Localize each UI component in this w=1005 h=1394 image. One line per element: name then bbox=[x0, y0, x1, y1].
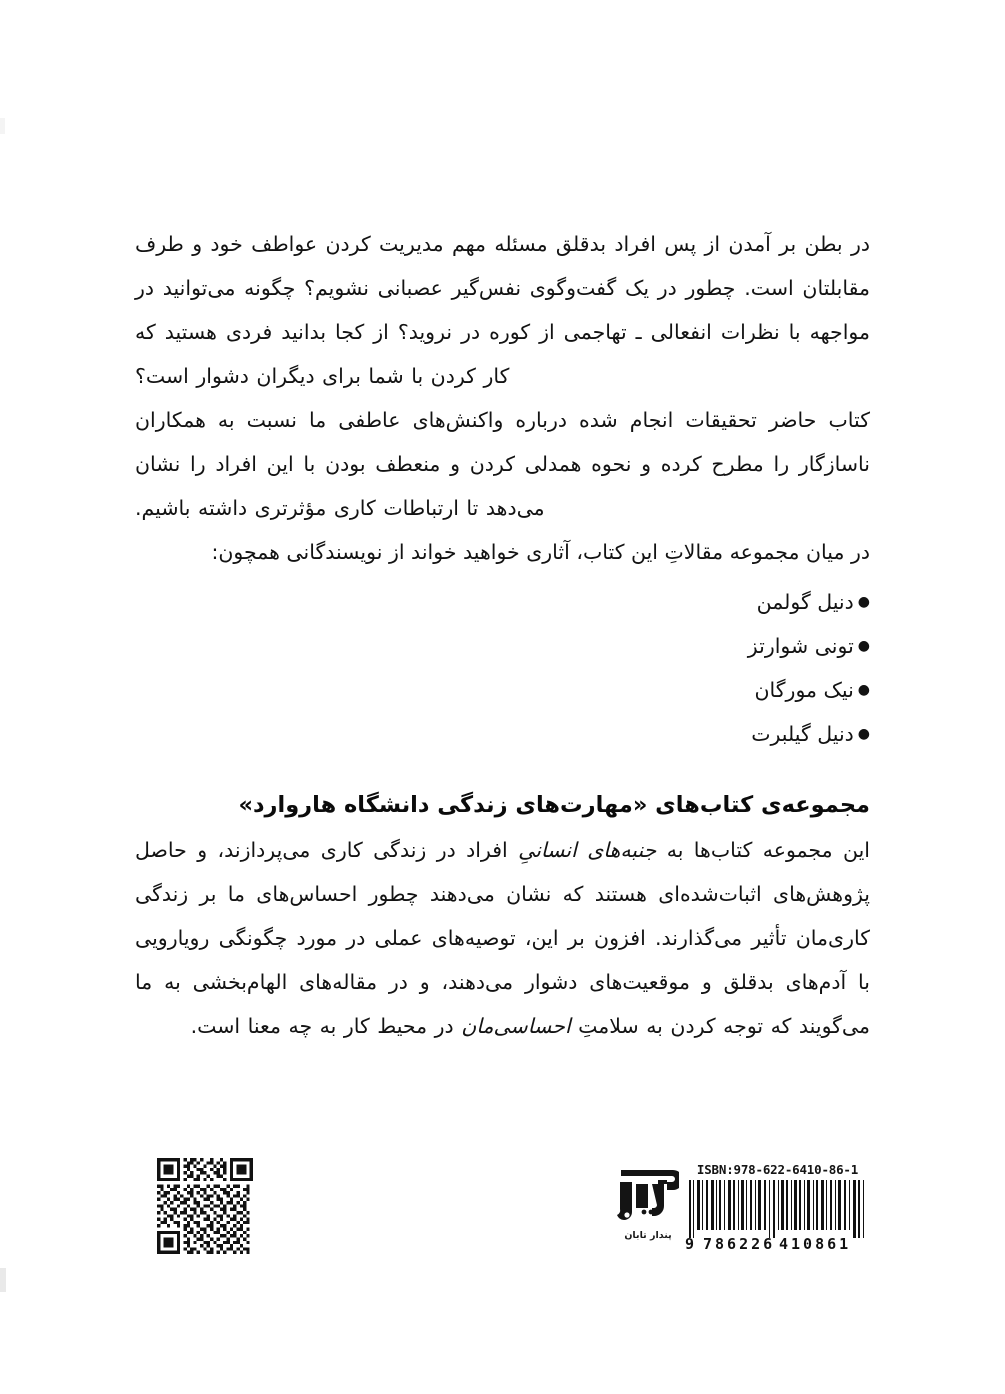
series-text-part-1: این مجموعه کتاب‌ها به bbox=[656, 838, 870, 862]
author-name: دنیل گیلبرت bbox=[751, 722, 854, 746]
bullet-icon: ● bbox=[857, 726, 870, 742]
series-text-part-2: افراد در زندگی کاری می‌پردازند، و حاصل پژوهش‌های اثبات‌شده‌ای هستند که نشان می‌دهند چطور احساس‌های ما بر زندگی کاری‌مان تأثیر می‌گذارند. افزون بر این، توصیه‌های عملی در مورد چگونگی رویارویی با آدم‌های بدقلق و موقعیت‌های دشوار می‌دهند، و در مقاله‌های الهام‌بخشی به ما می‌گویند که توجه کردن به سلامتِ bbox=[135, 838, 870, 1038]
scan-edge-mark-top bbox=[0, 118, 5, 134]
series-text-part-3: در محیط کار به چه معنا است. bbox=[190, 1014, 462, 1038]
qr-code bbox=[157, 1158, 253, 1254]
barcode-digits-right: 410861 bbox=[779, 1235, 852, 1250]
list-item bbox=[135, 624, 870, 668]
bullet-icon: ● bbox=[857, 638, 870, 654]
bullet-icon: ● bbox=[857, 682, 870, 698]
book-description-paragraph: کتاب حاضر تحقیقات انجام شده درباره واکنش‌های عاطفی ما نسبت به همکاران ناسازگار را مطرح کرده و نحوه همدلی کردن و منعطف بودن با این افراد را نشان می‌دهد تا ارتباطات کاری مؤثرتری داشته باشیم. bbox=[135, 408, 870, 520]
author-name: تونی شوارتز bbox=[747, 634, 854, 658]
isbn-barcode-block bbox=[685, 1162, 870, 1250]
publisher-name: پندار تابان bbox=[624, 1230, 672, 1241]
back-cover-footer bbox=[0, 1150, 1005, 1280]
series-emphasis-2: احساسی‌مان bbox=[461, 1014, 571, 1038]
intro-paragraph: در بطن بر آمدن از پس افراد بدقلق مسئله مهم مدیریت کردن عواطف خود و طرف مقابلتان است. چطور در یک گفت‌وگوی نفس‌گیر عصبانی نشویم؟ چگونه می‌توانید در مواجهه با نظرات انفعالی ـ تهاجمی از کوره در نروید؟ از کجا بدانید فردی هستید که کار کردن با شما برای دیگران دشوار است؟ bbox=[135, 232, 870, 388]
authors-list bbox=[135, 580, 870, 756]
qr-code-icon bbox=[157, 1158, 253, 1254]
author-name: دنیل گولمن bbox=[756, 590, 854, 614]
author-name: نیک مورگان bbox=[754, 678, 854, 702]
publisher-logo-icon bbox=[617, 1162, 679, 1228]
list-item bbox=[135, 668, 870, 712]
barcode-digits-middle: 786226 bbox=[703, 1235, 776, 1250]
publisher-logo bbox=[614, 1162, 682, 1241]
bullet-icon: ● bbox=[857, 594, 870, 610]
series-description-paragraph bbox=[135, 828, 870, 1048]
authors-lead-line: در میان مجموعه مقالاتِ این کتاب، آثاری خواهید خواند از نویسندگانی همچون: bbox=[211, 540, 870, 564]
back-cover-text-block bbox=[135, 222, 870, 1048]
barcode-digit-left: 9 bbox=[685, 1235, 695, 1250]
list-item bbox=[135, 712, 870, 756]
series-emphasis-1: جنبه‌های انسانیِ bbox=[518, 838, 657, 862]
series-heading: مجموعه‌ی کتاب‌های «مهارت‌های زندگی دانشگاه هاروارد» bbox=[238, 792, 870, 818]
list-item bbox=[135, 580, 870, 624]
isbn-text: ISBN:978-622-6410-86-1 bbox=[696, 1162, 859, 1177]
barcode-icon bbox=[685, 1180, 870, 1250]
